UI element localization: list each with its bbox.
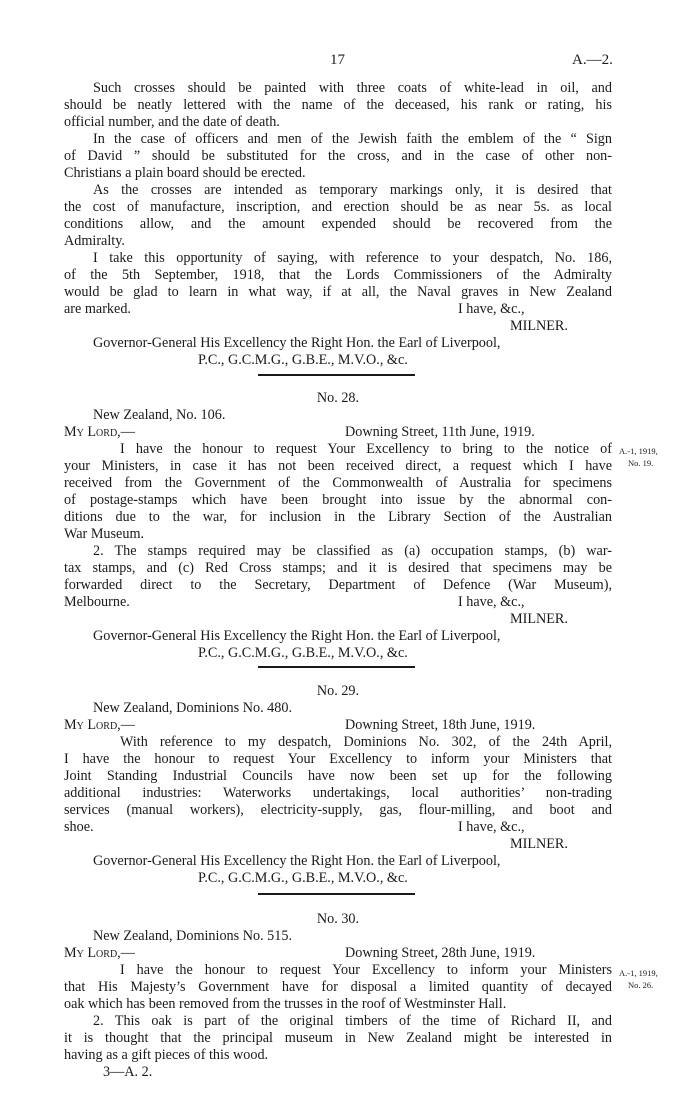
paragraph-line: Melbourne.	[64, 594, 130, 610]
signature: MILNER.	[510, 836, 568, 852]
despatch-reference: New Zealand, Dominions No. 480.	[93, 700, 292, 716]
paragraph-line: oak which has been removed from the trusses in the roof of Westminster Hall.	[64, 996, 507, 1012]
paragraph-line: your Ministers, in case it has not been received direct, a request which I have	[64, 458, 612, 474]
place-date: Downing Street, 18th June, 1919.	[345, 717, 536, 733]
section-divider	[258, 374, 415, 376]
signature: MILNER.	[510, 318, 568, 334]
despatch-reference: New Zealand, No. 106.	[93, 407, 226, 423]
addressee: Governor-General His Excellency the Right Hon. the Earl of Liverpool,	[93, 853, 501, 869]
paragraph-line: 2. This oak is part of the original timbers of the time of Richard II, and	[93, 1013, 612, 1029]
section-heading: No. 29.	[316, 683, 360, 699]
section-heading: No. 28.	[316, 390, 360, 406]
despatch-reference: New Zealand, Dominions No. 515.	[93, 928, 292, 944]
addressee: P.C., G.C.M.G., G.B.E., M.V.O., &c.	[198, 352, 408, 368]
page-number: 17	[330, 52, 345, 68]
addressee: Governor-General His Excellency the Right Hon. the Earl of Liverpool,	[93, 628, 501, 644]
paragraph-line: I have the honour to request Your Excellency to inform your Ministers	[120, 962, 612, 978]
paragraph-line: In the case of officers and men of the Jewish faith the emblem of the “ Sign	[93, 131, 612, 147]
margin-note: A.-1, 1919,	[619, 446, 658, 456]
paragraph-line: Admiralty.	[64, 233, 125, 249]
addressee: P.C., G.C.M.G., G.B.E., M.V.O., &c.	[198, 870, 408, 886]
paragraph-line: Christians a plain board should be erected.	[64, 165, 306, 181]
paragraph-line: forwarded direct to the Secretary, Department of Defence (War Museum),	[64, 577, 612, 593]
place-date: Downing Street, 28th June, 1919.	[345, 945, 536, 961]
paragraph-line: it is thought that the principal museum in New Zealand might be interested in	[64, 1030, 612, 1046]
paragraph-line: With reference to my despatch, Dominions No. 302, of the 24th April,	[120, 734, 612, 750]
closing: I have, &c.,	[458, 819, 525, 835]
paragraph-line: are marked.	[64, 301, 131, 317]
section-heading: No. 30.	[316, 911, 360, 927]
salutation: My Lord,—	[64, 424, 135, 440]
paragraph-line: of postage-stamps which have been brought into issue by the abnormal con-	[64, 492, 612, 508]
paragraph-line: conditions allow, and the amount expended should be recovered from the	[64, 216, 612, 232]
paragraph-line: Such crosses should be painted with three coats of white-lead in oil, and	[93, 80, 612, 96]
section-divider	[258, 666, 415, 668]
closing: I have, &c.,	[458, 301, 525, 317]
addressee: Governor-General His Excellency the Right Hon. the Earl of Liverpool,	[93, 335, 501, 351]
paragraph-line: received from the Government of the Commonwealth of Australia for specimens	[64, 475, 612, 491]
paragraph-line: 2. The stamps required may be classified as (a) occupation stamps, (b) war-	[93, 543, 612, 559]
paragraph-line: Joint Standing Industrial Councils have now been set up for the following	[64, 768, 612, 784]
paragraph-line: As the crosses are intended as temporary markings only, it is desired that	[93, 182, 612, 198]
paragraph-line: shoe.	[64, 819, 94, 835]
paragraph-line: services (manual workers), electricity-supply, gas, flour-milling, and boot and	[64, 802, 612, 818]
paragraph-line: that His Majesty’s Government have for disposal a limited quantity of decayed	[64, 979, 612, 995]
closing: I have, &c.,	[458, 594, 525, 610]
document-reference: A.—2.	[572, 52, 613, 68]
salutation: My Lord,—	[64, 717, 135, 733]
paragraph-line: the cost of manufacture, inscription, and erection should be as near 5s. as local	[64, 199, 612, 215]
paragraph-line: official number, and the date of death.	[64, 114, 280, 130]
margin-note: No. 26.	[628, 980, 654, 990]
paragraph-line: would be glad to learn in what way, if at all, the Naval graves in New Zealand	[64, 284, 612, 300]
place-date: Downing Street, 11th June, 1919.	[345, 424, 535, 440]
paragraph-line: should be neatly lettered with the name of the deceased, his rank or rating, his	[64, 97, 612, 113]
paragraph-line: tax stamps, and (c) Red Cross stamps; and it is desired that specimens may be	[64, 560, 612, 576]
paragraph-line: I take this opportunity of saying, with reference to your despatch, No. 186,	[93, 250, 612, 266]
paragraph-line: having as a gift pieces of this wood.	[64, 1047, 269, 1063]
addressee: P.C., G.C.M.G., G.B.E., M.V.O., &c.	[198, 645, 408, 661]
section-divider	[258, 893, 415, 895]
paragraph-line: of the 5th September, 1918, that the Lords Commissioners of the Admiralty	[64, 267, 612, 283]
paragraph-line: I have the honour to request Your Excellency to inform your Ministers that	[64, 751, 612, 767]
paragraph-line: additional industries: Waterworks undertakings, local authorities’ non-trading	[64, 785, 612, 801]
signature-mark: 3—A. 2.	[103, 1064, 153, 1080]
salutation: My Lord,—	[64, 945, 135, 961]
paragraph-line: ditions due to the war, for inclusion in the Library Section of the Australian	[64, 509, 612, 525]
paragraph-line: I have the honour to request Your Excellency to bring to the notice of	[120, 441, 612, 457]
paragraph-line: of David ” should be substituted for the cross, and in the case of other non-	[64, 148, 612, 164]
signature: MILNER.	[510, 611, 568, 627]
margin-note: No. 19.	[628, 458, 654, 468]
paragraph-line: War Museum.	[64, 526, 145, 542]
margin-note: A.-1, 1919,	[619, 968, 658, 978]
